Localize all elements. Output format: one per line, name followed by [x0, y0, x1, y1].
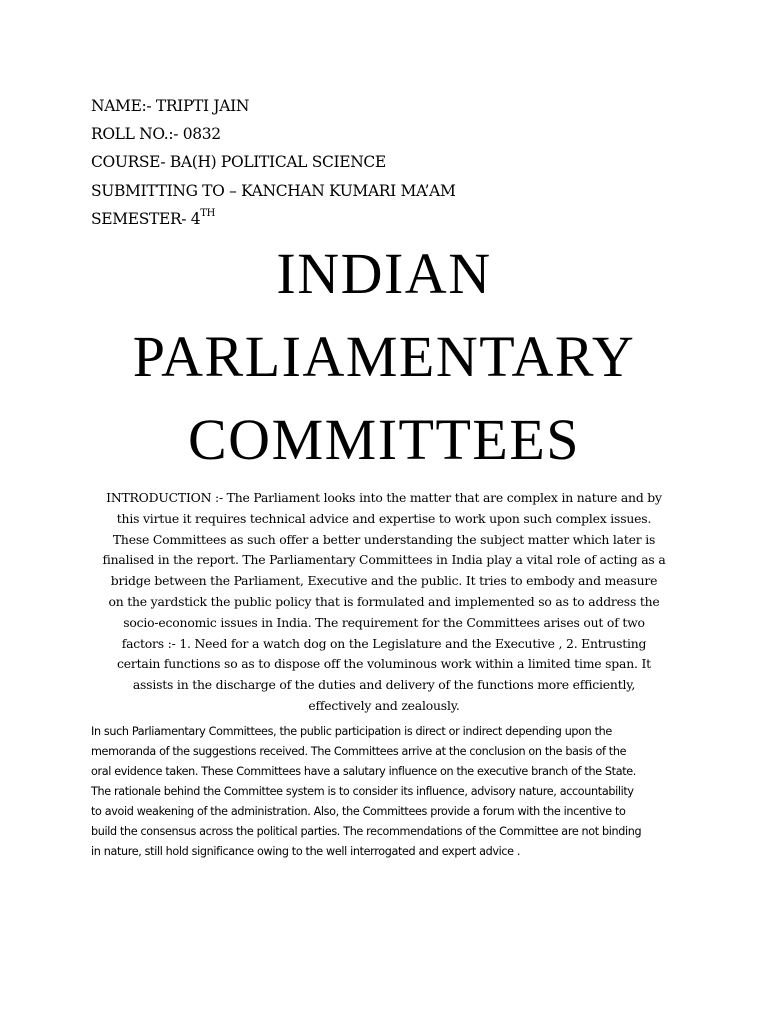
introduction-line: certain functions so as to dispose off the voluminous work within a limited time span. It: [117, 656, 651, 672]
introduction-line: on the yardstick the public policy that is formulated and implemented so as to address the: [108, 593, 660, 609]
title-line: PARLIAMENTARY: [132, 324, 636, 389]
course: COURSE- BA(H) POLITICAL SCIENCE: [91, 153, 386, 172]
introduction-line: factors :- 1. Need for a watch dog on the Legislature and the Executive , 2. Entrusting: [121, 635, 647, 651]
student-name: NAME:- TRIPTI JAIN: [91, 97, 250, 115]
title-line: COMMITTEES: [188, 407, 580, 472]
title-line: INDIAN: [276, 241, 492, 306]
introduction-line: this virtue it requires technical advice and expertise to work upon such complex issues.: [116, 510, 652, 526]
body-line: memoranda of the suggestions received. The Committees arrive at the conclusion on the basis of the: [91, 745, 627, 758]
body-line: In such Parliamentary Committees, the public participation is direct or indirect depending upon the: [91, 725, 612, 738]
body-paragraph: [91, 722, 691, 862]
introduction-paragraph: [86, 488, 682, 717]
introduction-line: bridge between the Parliament, Executive and the public. It tries to embody and measure: [110, 573, 658, 589]
roll-number: ROLL NO.:- 0832: [91, 125, 221, 144]
submitting-to: SUBMITTING TO – KANCHAN KUMARI MA’AM: [91, 181, 456, 200]
introduction-line: assists in the discharge of the duties and delivery of the functions more efficiently,: [132, 677, 636, 693]
student-details: [91, 92, 456, 233]
body-line: build the consensus across the political parties. The recommendations of the Committee are not binding: [91, 825, 642, 838]
semester: [91, 205, 456, 233]
document-title: [0, 232, 768, 481]
introduction-line: INTRODUCTION :- The Parliament looks into the matter that are complex in nature and by: [106, 490, 662, 505]
introduction-line: effectively and zealously.: [308, 697, 460, 713]
body-line: in nature, still hold significance owing to the well interrogated and expert advice .: [91, 845, 521, 858]
semester-ordinal-suffix: TH: [200, 207, 215, 219]
body-line: oral evidence taken. These Committees have a salutary influence on the executive branch of the State.: [91, 765, 636, 778]
introduction-line: socio-economic issues in India. The requirement for the Committees arises out of two: [123, 614, 645, 630]
introduction-line: finalised in the report. The Parliamentary Committees in India play a vital role of acting as a: [102, 552, 666, 568]
introduction-line: These Committees as such offer a better understanding the subject matter which later is: [112, 531, 656, 547]
semester-text: SEMESTER- 4: [91, 209, 201, 228]
body-line: to avoid weakening of the administration. Also, the Committees provide a forum with the incentive to: [91, 805, 626, 818]
body-line: The rationale behind the Committee system is to consider its influence, advisory nature, accountability: [91, 785, 634, 798]
